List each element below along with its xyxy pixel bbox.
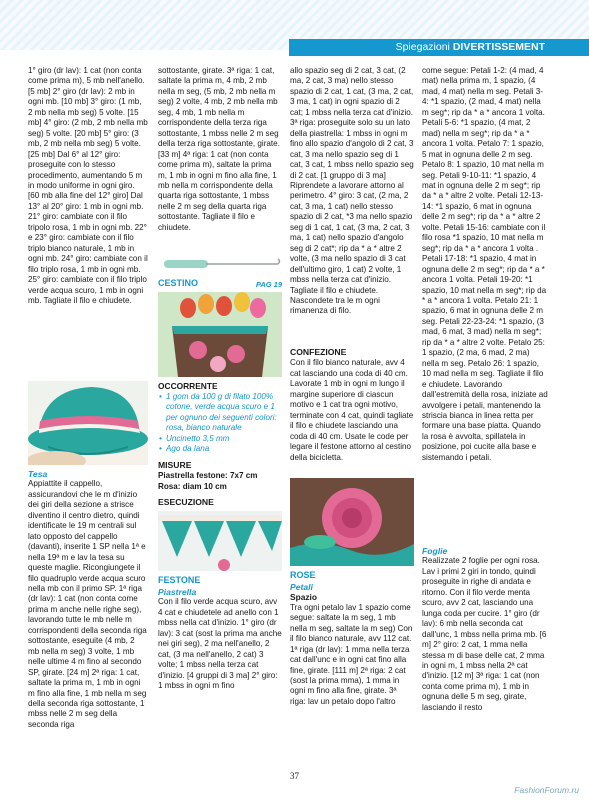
- cestino-title: [158, 278, 282, 288]
- column-4: [422, 66, 548, 766]
- tesa-continued: sottostante, girate. 3ª riga: 1 cat, saltate la prima m, 4 mb, 2 mb nella m seg, (5 mb, 2 mb nella m seg) 2 volte, 4 mb, 2 mb nella mb seg, 4 mb, 1 mb nella m corrispondente della terza riga sottostante, 1 mbss nelle 2 m seg della terza riga sottostante, girate. [33 m] 4ª riga: 1 cat (non conta come prima m), saltate la prima m, 1 mb in ogni m fino alla fine, 1 mb nella m corrispondente della quarta riga sottostante, 1 mbss nelle 2 m seg della quarta riga sottostante. Tagliate il filo e chiudete.: [158, 66, 280, 232]
- misure-festone: Piastrella festone: 7x7 cm: [158, 471, 258, 481]
- petali-title: Petali: [290, 581, 313, 592]
- material-needle: • Ago da lana: [166, 444, 282, 454]
- section-name: DIVERTISSEMENT: [452, 41, 545, 53]
- material-hook: • Uncinetto 3,5 mm: [166, 434, 282, 444]
- basket-illustration: [158, 292, 282, 377]
- festone-illustration: [158, 511, 282, 571]
- foglie-title: Foglie: [422, 546, 448, 556]
- basket-photo: [158, 292, 282, 377]
- misure-title: MISURE: [158, 459, 192, 470]
- tesa-instructions: Appiattite il cappello, assicurandovi che le m d'inizio dei giri della sezione a strisce diventino il centro dietro, quindi identificate le 19 m centrali sul lato opposto del cappello (davanti), inserite 1 SP nella 1ª e nella 19ª m e lav la tesa su queste maglie. Ricongiungete il filo quadruplo verde acqua scuro nella mb con il primo SP. 1ª riga (dr lav): 1 cat (non conta come prima m anche nelle righe seg), lavorando tutte le mb nelle m corrispondenti della seconda riga sottostante, eseguite (4 mb, 2 mb nella m seg) 3 volte, 1 mb nelle ultime 4 m fino al secondo SP, girate. [24 m] 2ª riga: 1 cat, saltate la prima m, 1 mb in ogni m fino alla fine, 1 mb nella m seg della seconda riga sottostante, 1 mbss nelle 2 m seg della seconda riga: [28, 479, 147, 729]
- spazio-instructions: Tra ogni petalo lav 1 spazio come segue: saltate la m seg, 1 mb nella m seg, saltate la m seg) Con il filo bianco naturale, avv 112 cat. 1ª riga (dr lav): 1 mma nella terza cat dall'unc e in ogni cat fino alla fine, girate. [111 m] 2ª riga: 2 cat (sost la prima mma), 1 mma in ogni m fino alla fine, girate. 3ª riga: lav un petalo dopo l'altro: [290, 602, 413, 706]
- festone-title: FESTONE: [158, 575, 201, 586]
- section-label: Spiegazioni: [395, 41, 450, 53]
- crochet-hook-icon: [158, 254, 282, 276]
- confezione-title: CONFEZIONE: [290, 347, 347, 357]
- rose-illustration: [290, 478, 414, 566]
- esecuzione-title: ESECUZIONE: [158, 496, 214, 507]
- occorrente-title: OCCORRENTE: [158, 381, 218, 392]
- column-3: [290, 66, 414, 766]
- materials-list: [158, 392, 282, 455]
- piastrella-continued: allo spazio seg di 2 cat, 3 cat, (2 ma, 2 cat, 3 ma) nello stesso spazio di 2 cat, 1 cat, (3 ma, 2 cat, 3 ma, 1 cat) in ogni spazio di 2 cat; 1 mbss nella terza cat d'inizio. 3ª riga: proseguite solo su un lato della piastrella: 1 mbss in ogni m fino allo spazio d'angolo di 2 cat, 3 cat, 3 ma nello spazio seg di 1 cat, 3 cat, 1 mbss nello spazio seg di 2 cat. [1 gruppo di 3 ma] Riprendete a lavorare attorno al perimetro. 4° giro: 3 cat, (2 ma, 2 cat, 3 ma, 1 cat) nello stesso spazio di 2 cat, *3 ma nello spazio seg di 1 cat, 1 cat, (3 ma, 2 cat, 3 ma, 1 cat) nello spazio d'angolo seg di 2 cat*; rip da * a * altre 2 volte, (3 ma nello spazio di 3 cat dell'ultimo giro, 1 cat) 2 volte, 1 mbss nella terza cat d'inizio. Tagliate il filo e chiudete. Nascondete tra le m ogni rimanenza di filo.: [290, 66, 414, 316]
- section-title: [396, 40, 545, 55]
- column-1: [28, 66, 148, 766]
- hat-crown-instructions: 1° giro (dr lav): 1 cat (non conta come prima m), 5 mb nell'anello. [5 mb] 2° giro (dr lav): 2 mb in ogni mb. [10 mb] 3° giro: (1 mb, 2 mb nella mb seg) 5 volte. [15 mb] 4° giro: (2 mb, 2 mb nella mb seg) 5 volte. [20 mb] 5° giro: (3 mb, 2 mb nella mb seg) 5 volte. [25 mb] Dal 6° al 12° giro: proseguite con lo stesso procedimento, aumentando 5 m in modo uniforme in ogni giro. [60 mb alla fine del 12° giro] Dal 13° al 20° giro: 1 mb in ogni mb. 21° giro: cambiate con il filo tripolo rosa, 1 mb in ogni mb. 22° e 23° giro: cambiate con il filo triplo bianco naturale, 1 mb in ogni mb. 24° giro: cambiate con il filo triplo rosa, 1 mb in ogni mb. 25° giro: cambiate con il filo triplo verde acqua scuro, 1 mb in ogni mb. Tagliate il filo e chiudete.: [28, 66, 148, 305]
- piastrella-instructions: Con il filo verde acqua scuro, avv 4 cat e chiudetele ad anello con 1 mbss nella cat d'inizio. 1° giro (dr lav): 3 cat (sost la prima ma anche nei giri seg), 2 ma nell'anello, 2 cat, (3 ma nell'anello, 2 cat) 3 volte; 1 mbss nella terza cat d'inizio. [4 gruppi di 3 ma] 2° giro: 1 mbss in ogni m fino: [158, 597, 282, 690]
- piastrella-title: Piastrella: [158, 586, 197, 597]
- hat-illustration: [28, 381, 148, 465]
- material-yarn: • 1 gom da 100 g di filato 100% cotone, verde acqua scuro e 1 per ognuno dei seguenti colori: rosa, bianco naturale: [166, 392, 282, 434]
- spazio-title: Spazio: [290, 592, 317, 603]
- cestino-page-ref: PAG 19: [255, 280, 282, 289]
- rose-title: ROSE: [290, 570, 316, 581]
- festone-photo: [158, 511, 282, 571]
- page-number: 37: [290, 771, 299, 781]
- watermark: FashionForum.ru: [514, 785, 579, 795]
- column-2: [158, 66, 282, 766]
- cestino-label: CESTINO: [158, 278, 199, 288]
- misure-rosa: Rosa: diam 10 cm: [158, 481, 227, 491]
- rose-photo: [290, 478, 414, 566]
- foglie-instructions: Realizzate 2 foglie per ogni rosa. Lav i primi 2 giri in tondo, quindi proseguite in righe di andata e ritorno. Con il filo verde menta scuro, avv 2 cat, lasciando una lunga coda per cucire. 1° giro (dr lav): 6 mb nella seconda cat dall'unc, 1 mbss nella prima mb. [6 m] 2° giro: 2 cat, 1 mma nella stessa m di base delle cat, 2 mma in ogni m, 1 mbss nella 2ª cat d'inizio. [12 m] 3ª riga: 1 cat (non conta come prima m), 1 mb in ognuna delle 5 m seg, girate, lasciando il resto: [422, 556, 547, 712]
- hat-photo: [28, 381, 148, 465]
- petali-instructions: come segue: Petali 1-2: (4 mad, 4 mat) nella prima m, 1 spazio, (4 mad, 4 mat) nella m seg. Petali 3-4: *1 spazio, (2 mad, 4 mat) nella m seg*; rip da * a * ancora 1 volta. Petali 5-6: *1 spazio, (4 mat, 2 mad) nella m seg*; rip da * a * ancora 1 volta. Petalo 7: 1 spazio, 5 mat in ognuna delle 2 m seg. Petalo 8: 1 spazio, 10 mat nella m seg. Petali 9-10-11: *1 spazio, 4 mat in ognuna delle 2 m seg*; rip da * a * altre 2 volte. Petali 12-13-14: *1 spazio, 6 mat in ognuna delle 2 m seg*; rip da * a * altre 2 volte. Petali 15-16: cambiate con il filo rosa *1 spazio, 10 mat nella m seg*; rip da * a * ancora 1 volta . Petali 17-18: *1 spazio, 4 mat in ognuna delle 2 m seg*; rip da * a * ancora 1 volta. Petali 19-20: *1 spazio, 10 mat nella m seg*; rip da * a * ancora 1 volta. Petalo 21: 1 spazio, 6 mat in ognuna delle 2 m seg. Petali 22-23-24: *1 spazio, (3 mad, 6 mat, 3 mad) nella m seg*; rip da * a * altre 2 volte. Petalo 25: 1 spazio, (2 ma, 6 mad, 2 ma) nella m seg. Petalo 26: 1 spazio, 10 mad nella m seg. Tagliate il filo e chiudete. Lavorando dall'estremità della rosa, iniziate ad avvolgere i petali, mantenendo la striscia bianca in linea retta per formare una base piatta. Quando la rosa è avvolta, spillatela in posizione, poi cucite alla base e sistemando i petali.: [422, 66, 548, 462]
- confezione-instructions: Con il filo bianco naturale, avv 4 cat lasciando una coda di 40 cm. Lavorate 1 mb in ogni m lungo il margine superiore di ciascun motivo e 1 cat tra ogni motivo, terminate con 4 cat, quindi tagliate il filo e chiudete lasciando una coda di 40 cm. Usate le code per legare il festone attorno al cestino della bicicletta.: [290, 358, 414, 462]
- tesa-title: Tesa: [28, 469, 48, 479]
